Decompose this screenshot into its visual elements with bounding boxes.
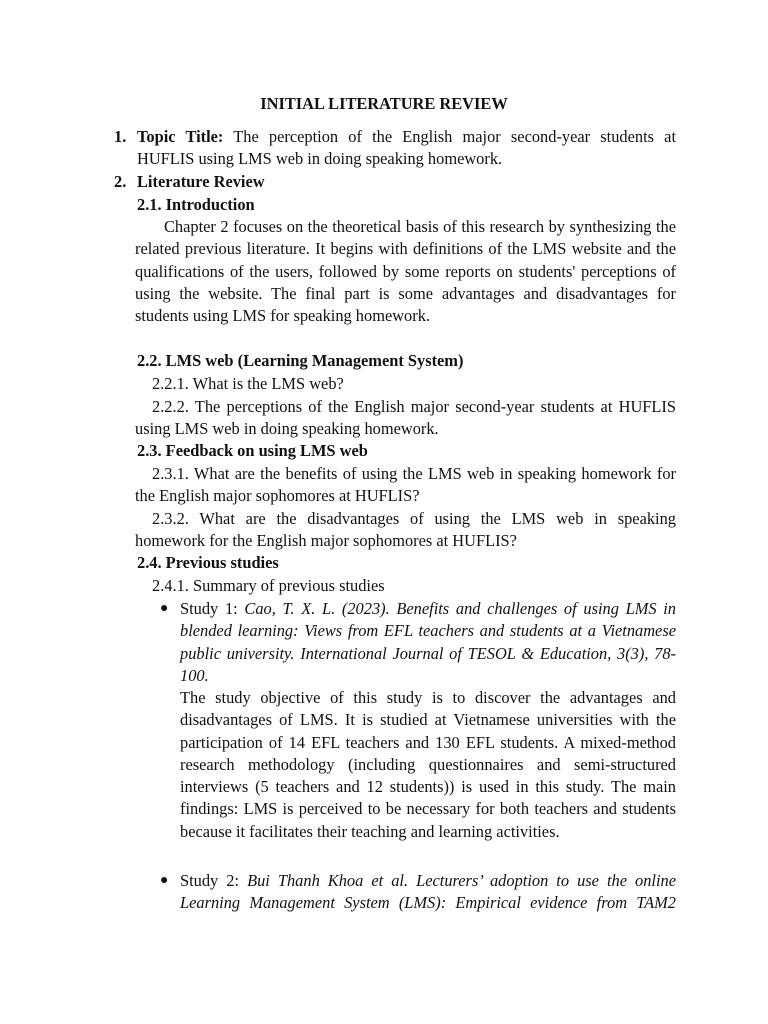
literature-review-heading: Literature Review xyxy=(137,172,265,191)
feedback-heading: 2.3. Feedback on using LMS web xyxy=(137,441,368,460)
study-1-reference: Cao, T. X. L. (2023). Benefits and challenges of using LMS in blended learning: Views from EFL teachers and students at a Vietnamese public university. International Journal of TESOL & Education, 3(3), 78-100. xyxy=(180,599,676,685)
introduction-paragraph: Chapter 2 focuses on the theoretical basis of this research by synthesizing the related previous literature. It begins with definitions of the LMS website and the qualifications of the users, followed by some reports on students' perceptions of using the website. The final part is some advantages and disadvantages for students using LMS for speaking homework. xyxy=(135,217,676,326)
lms-item-2-2-1: 2.2.1. What is the LMS web? xyxy=(152,374,344,393)
introduction-heading: 2.1. Introduction xyxy=(137,195,255,214)
page-title: INITIAL LITERATURE REVIEW xyxy=(260,94,508,113)
study-1-summary: The study objective of this study is to discover the advantages and disadvantages of LMS. It is studied at Vietnamese universities with the participation of 14 EFL teachers and 130 EFL students. A mixed-method research methodology (including questionnaires and semi-structured interviews (5 teachers and 12 students)) is used in this study. The main findings: LMS is perceived to be necessary for both teachers and students because it facilitates their teaching and learning activities. xyxy=(180,688,676,841)
bullet-dot-icon: ● xyxy=(160,601,169,616)
previous-studies-heading: 2.4. Previous studies xyxy=(137,553,279,572)
feedback-item-2-3-2: 2.3.2. What are the disadvantages of using the LMS web in speaking homework for the English major sophomores at HUFLIS? xyxy=(135,509,676,551)
section-2-number: 2. xyxy=(114,172,127,191)
section-1-number: 1. xyxy=(114,127,127,146)
study-2-reference: Bui Thanh Khoa et al. Lecturers’ adoption to use the online Learning Management System (LMS): Empirical evidence from TAM2 xyxy=(180,871,676,913)
study-2-citation xyxy=(180,870,676,915)
study-2-label: Study 2: xyxy=(180,871,248,890)
topic-title-label: Topic Title: xyxy=(137,127,224,146)
topic-title-paragraph xyxy=(137,126,676,171)
study-1-label: Study 1: xyxy=(180,599,245,618)
lms-item-2-2-2: 2.2.2. The perceptions of the English major second-year students at HUFLIS using LMS web in doing speaking homework. xyxy=(135,397,676,439)
previous-studies-item-2-4-1: 2.4.1. Summary of previous studies xyxy=(152,576,385,595)
lms-web-heading: 2.2. LMS web (Learning Management System) xyxy=(137,351,464,370)
topic-title-text: The perception of the English major second-year students at HUFLIS using LMS web in doing speaking homework. xyxy=(137,127,676,169)
bullet-dot-icon: ● xyxy=(160,873,169,888)
study-1-citation xyxy=(180,598,676,687)
feedback-item-2-3-1: 2.3.1. What are the benefits of using the LMS web in speaking homework for the English major sophomores at HUFLIS? xyxy=(135,464,676,506)
